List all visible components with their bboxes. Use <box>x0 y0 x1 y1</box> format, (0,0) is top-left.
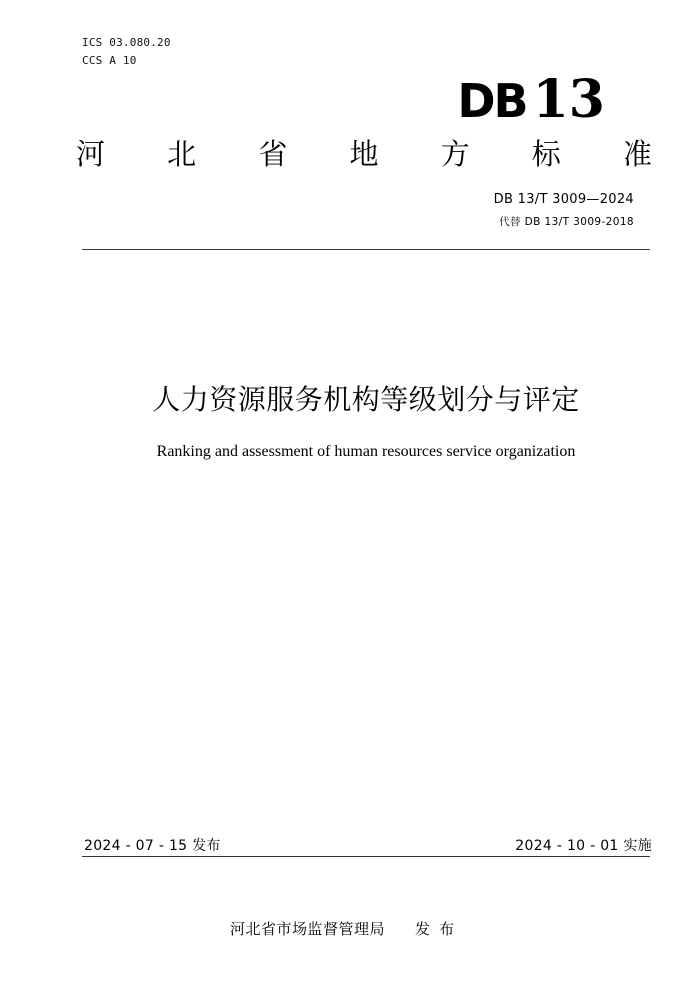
standard-number: DB 13/T 3009—2024 <box>493 192 634 207</box>
document-title-chinese: 人力资源服务机构等级划分与评定 <box>152 383 580 416</box>
ics-code: ICS 03.080.20 <box>82 36 171 49</box>
db13-logo <box>457 70 605 131</box>
standard-type-char: 地 <box>349 137 379 171</box>
standard-type-char: 标 <box>531 137 561 171</box>
bottom-divider <box>82 856 650 857</box>
standard-type-char: 省 <box>258 137 288 171</box>
standard-type-char: 北 <box>167 137 197 171</box>
standard-type-heading <box>76 134 652 174</box>
logo-letters: DB <box>457 74 527 128</box>
logo-number: 13 <box>532 69 605 130</box>
issue-date: 2024 - 07 - 15 发布 <box>84 838 221 854</box>
publish-verb: 发布 <box>415 920 464 938</box>
implementation-date: 2024 - 10 - 01 实施 <box>515 838 652 854</box>
replaces-standard: 代替 DB 13/T 3009-2018 <box>499 216 634 228</box>
standard-type-char: 方 <box>440 137 470 171</box>
ccs-code: CCS A 10 <box>82 54 137 67</box>
standard-type-char: 河 <box>76 137 106 171</box>
top-divider <box>82 249 650 250</box>
publisher-organization: 河北省市场监督管理局 <box>230 920 386 938</box>
document-title-english: Ranking and assessment of human resources service organization <box>156 443 576 460</box>
standard-type-char: 准 <box>622 137 652 171</box>
publisher-line <box>230 918 463 939</box>
